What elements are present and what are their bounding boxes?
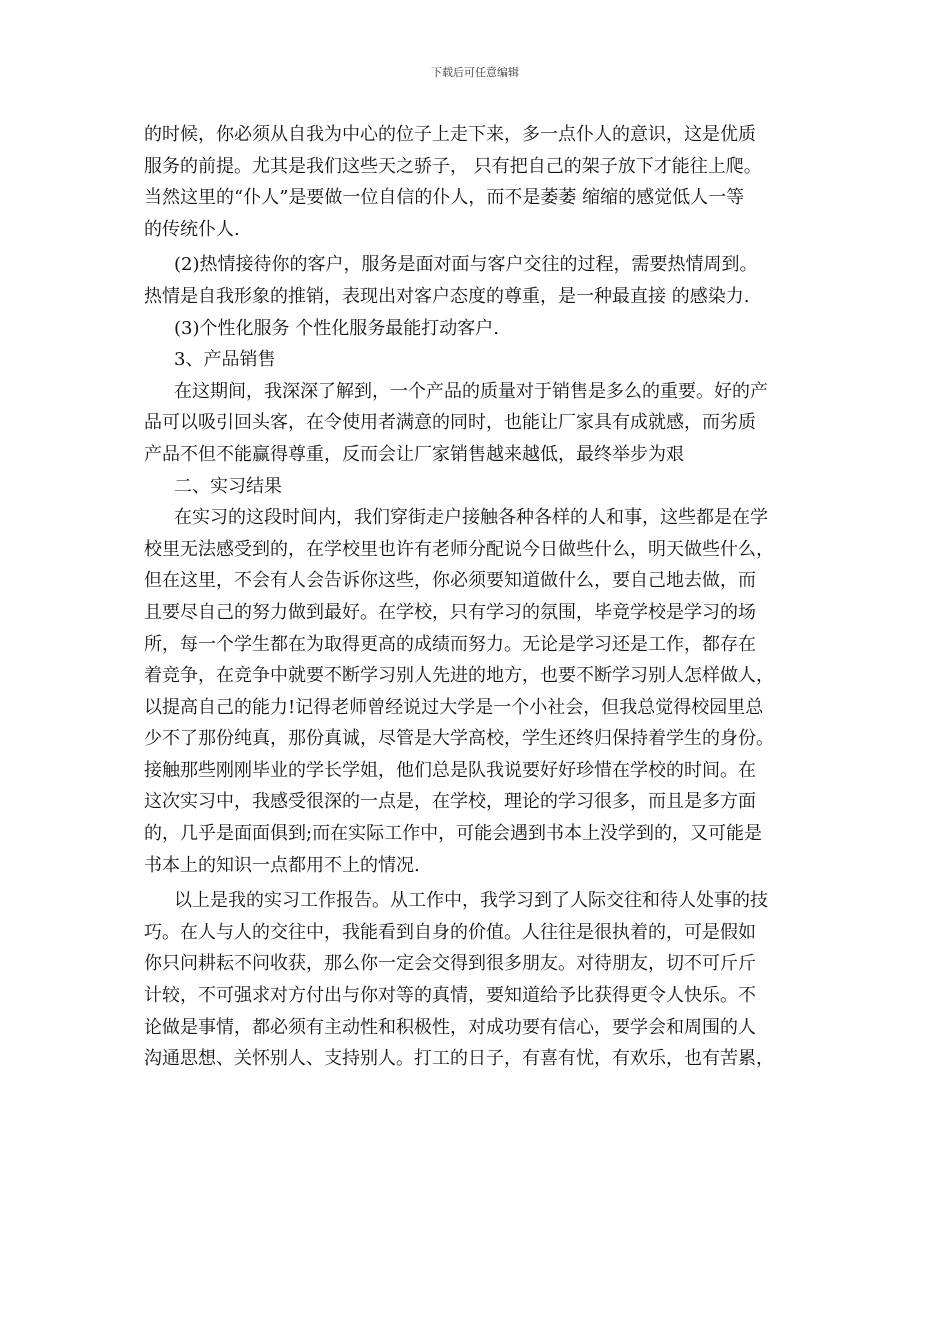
- text-line: 这次实习中，我感受很深的一点是，在学校，理论的学习很多，而且是多方面: [144, 791, 756, 813]
- text-line: 服务的前提。尤其是我们这些天之骄子， 只有把自己的架子放下才能往上爬。: [144, 155, 762, 177]
- section-heading: 二、实习结果: [174, 475, 282, 497]
- text-line: 所，每一个学生都在为取得更高的成绩而努力。无论是学习还是工作，都存在: [144, 633, 756, 655]
- page-header: 下载后可任意编辑: [431, 66, 519, 79]
- text-line: 且要尽自己的努力做到最好。在学校，只有学习的氛围，毕竟学校是学习的场: [144, 601, 756, 623]
- text-line: 的，几乎是面面俱到;而在实际工作中，可能会遇到书本上没学到的，又可能是: [144, 823, 763, 845]
- text-line: 少不了那份纯真，那份真诚，尽管是大学高校，学生还终归保持着学生的身份。: [144, 728, 774, 750]
- text-line: 品可以吸引回头客，在令使用者满意的同时，也能让厂家具有成就感，而劣质: [144, 412, 756, 434]
- text-line: 沟通思想、关怀别人、支持别人。打工的日子，有喜有忧，有欢乐，也有苦累，: [144, 1048, 774, 1070]
- text-line: 你只问耕耘不问收获，那么你一定会交得到很多朋友。对待朋友，切不可斤斤: [144, 953, 756, 975]
- text-line: 但在这里，不会有人会告诉你这些，你必须要知道做什么，要自己地去做，而: [144, 570, 756, 592]
- text-line: 热情是自我形象的推销，表现出对客户态度的尊重，是一种最直接 的感染力.: [144, 285, 750, 307]
- text-line: (2)热情接待你的客户，服务是面对面与客户交往的过程，需要热情周到。: [174, 254, 758, 276]
- text-line: 巧。在人与人的交往中，我能看到自身的价值。人往往是很执着的，可是假如: [144, 921, 756, 943]
- text-line: 当然这里的“仆人”是要做一位自信的仆人，而不是萎萎 缩缩的感觉低人一等: [144, 187, 745, 209]
- text-line: 计较，不可强求对方付出与你对等的真情，要知道给予比获得更令人快乐。不: [144, 985, 756, 1007]
- section-heading: 3、产品销售: [174, 349, 276, 371]
- text-line: 以上是我的实习工作报告。从工作中，我学习到了人际交往和待人处事的技: [174, 890, 768, 912]
- text-line: 产品不但不能赢得尊重，反而会让厂家销售越来越低，最终举步为艰: [144, 443, 684, 465]
- text-line: 接触那些刚刚毕业的学长学姐，他们总是队我说要好好珍惜在学校的时间。在: [144, 759, 756, 781]
- text-line: 校里无法感受到的，在学校里也许有老师分配说今日做些什么，明天做些什么，: [144, 538, 774, 560]
- text-line: 在实习的这段时间内，我们穿街走户接触各种各样的人和事，这些都是在学: [174, 507, 768, 529]
- text-line: 以提高自己的能力!记得老师曾经说过大学是一个小社会，但我总觉得校园里总: [144, 696, 764, 718]
- text-line: (3)个性化服务 个性化服务最能打动客户.: [174, 317, 499, 339]
- text-line: 的传统仆人.: [144, 218, 240, 240]
- document-body: [144, 119, 810, 1075]
- text-line: 着竞争，在竞争中就要不断学习别人先进的地方，也要不断学习别人怎样做人，: [144, 665, 774, 687]
- text-line: 书本上的知识一点都用不上的情况.: [144, 854, 420, 876]
- text-line: 论做是事情，都必须有主动性和积极性，对成功要有信心，要学会和周围的人: [144, 1016, 756, 1038]
- text-line: 的时候，你必须从自我为中心的位子上走下来，多一点仆人的意识，这是优质: [144, 124, 756, 145]
- text-line: 在这期间，我深深了解到，一个产品的质量对于销售是多么的重要。好的产: [174, 380, 768, 402]
